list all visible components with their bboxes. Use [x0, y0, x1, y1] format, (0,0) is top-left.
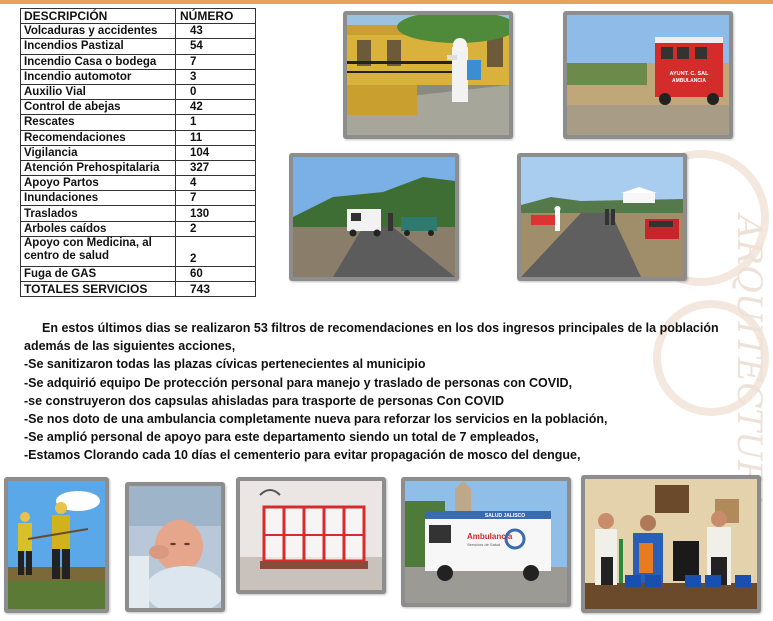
- action-item: -Estamos Clorando cada 10 días el cementerio para evitar propagación de mosco del dengue,: [24, 448, 581, 463]
- row-value: 0: [176, 84, 256, 99]
- row-value: 104: [176, 145, 256, 160]
- services-table: [20, 8, 256, 297]
- table-row: [21, 130, 256, 145]
- table-row: [21, 145, 256, 160]
- row-label: Recomendaciones: [21, 130, 176, 145]
- row-value: 3: [176, 69, 256, 84]
- action-item: -Se adquirió equipo De protección personal para manejo y traslado de personas con COVID,: [24, 375, 573, 390]
- row-label: Rescates: [21, 115, 176, 130]
- row-value: 42: [176, 100, 256, 115]
- row-value: 60: [176, 266, 256, 281]
- ambulance-door-label: AMBULANCIA: [672, 78, 706, 84]
- photo-highway-filter: [517, 153, 687, 281]
- header-description: DESCRIPCIÓN: [21, 9, 176, 24]
- photo-equipment-delivery: [581, 475, 761, 613]
- ambulance-brand-text: SALUD JALISCO: [484, 513, 526, 519]
- ambulance-side-subtext: Servicios de Salud: [467, 542, 501, 547]
- row-value: 4: [176, 176, 256, 191]
- table-row: [21, 160, 256, 175]
- action-item: -Se sanitizaron todas las plazas cívicas pertenecientes al municipio: [24, 357, 426, 372]
- photo-road-checkpoint: [289, 153, 459, 281]
- total-value: 743: [176, 282, 256, 297]
- row-label: Inundaciones: [21, 191, 176, 206]
- table-row: [21, 115, 256, 130]
- row-value: 54: [176, 39, 256, 54]
- row-label: Vigilancia: [21, 145, 176, 160]
- ambulance-side-label: Ambulancia: [467, 532, 513, 541]
- row-value: 7: [176, 191, 256, 206]
- table-total-row: [21, 282, 256, 297]
- row-label: Volcaduras y accidentes: [21, 24, 176, 39]
- table-header-row: [21, 9, 256, 24]
- top-accent-stripe: [0, 0, 773, 4]
- row-value: 7: [176, 54, 256, 69]
- row-value: 11: [176, 130, 256, 145]
- table-row: [21, 84, 256, 99]
- table-row: [21, 266, 256, 281]
- row-label: Arboles caídos: [21, 221, 176, 236]
- action-item: -Se amplió personal de apoyo para este departamento siendo un total de 7 empleados,: [24, 430, 539, 445]
- photo-firefighters: [4, 477, 109, 613]
- background-watermark: ARQUITECTURA: [613, 130, 773, 550]
- row-value: 2: [176, 221, 256, 236]
- intro-paragraph: En estos últimos dias se realizaron 53 filtros de recomendaciones en los dos ingresos principales de la población además de las siguientes acciones,: [24, 321, 719, 354]
- photo-isolation-capsule: [236, 477, 386, 594]
- row-label: Auxilio Vial: [21, 84, 176, 99]
- action-item: -Se nos doto de una ambulancia completamente nueva para reforzar los servicios en la población,: [24, 412, 608, 427]
- row-value: 1: [176, 115, 256, 130]
- report-body-text: [24, 319, 759, 465]
- row-value: 2: [176, 236, 256, 266]
- table-row: [21, 100, 256, 115]
- row-label: Fuga de GAS: [21, 266, 176, 281]
- header-number: NÚMERO: [176, 9, 256, 24]
- table-row: [21, 206, 256, 221]
- total-label: TOTALES SERVICIOS: [21, 282, 176, 297]
- table-row: [21, 221, 256, 236]
- table-row: [21, 24, 256, 39]
- row-label: Atención Prehospitalaria: [21, 160, 176, 175]
- table-row: [21, 69, 256, 84]
- action-item: -se construyeron dos capsulas ahisladas para trasporte de personas Con COVID: [24, 393, 505, 408]
- row-label: Incendio automotor: [21, 69, 176, 84]
- row-label: Apoyo con Medicina, al centro de salud: [21, 236, 176, 266]
- photo-fire-ambulance: [563, 11, 733, 139]
- row-value: 327: [176, 160, 256, 175]
- row-value: 43: [176, 24, 256, 39]
- row-label: Apoyo Partos: [21, 176, 176, 191]
- photo-sanitizing-plaza: [343, 11, 513, 139]
- table-row: [21, 176, 256, 191]
- row-value: 130: [176, 206, 256, 221]
- table-row: [21, 236, 256, 266]
- row-label: Control de abejas: [21, 100, 176, 115]
- table-row: [21, 39, 256, 54]
- row-label: Traslados: [21, 206, 176, 221]
- photo-newborn: [125, 482, 225, 612]
- table-row: [21, 54, 256, 69]
- row-label: Incendios Pastizal: [21, 39, 176, 54]
- photo-new-ambulance: [401, 477, 571, 607]
- ambulance-door-text: AYUNT. C. SAL: [669, 71, 709, 77]
- row-label: Incendio Casa o bodega: [21, 54, 176, 69]
- table-row: [21, 191, 256, 206]
